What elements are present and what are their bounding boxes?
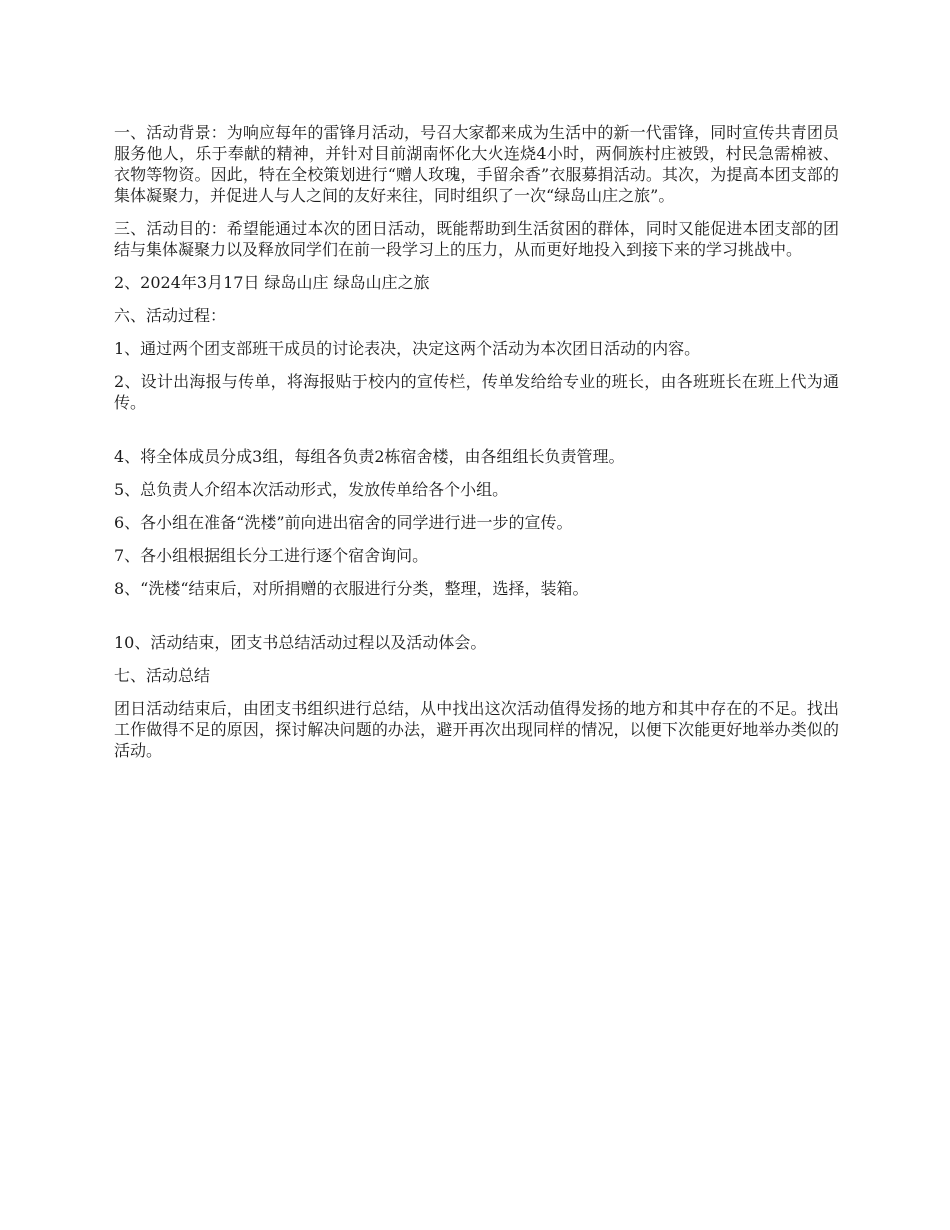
blank-line [114, 425, 839, 446]
heading-summary: 七、活动总结 [114, 666, 211, 685]
process-step-6: 6、各小组在准备“洗楼”前向进出宿舍的同学进行进一步的宣传。 [114, 513, 573, 532]
process-step-5: 5、总负责人介绍本次活动形式，发放传单给各个小组。 [114, 480, 509, 499]
blank-line [114, 611, 839, 632]
process-step-8: 8、“洗楼“结束后，对所捐赠的衣服进行分类，整理，选择，装箱。 [114, 579, 589, 598]
process-step-10: 10、活动结束，团支书总结活动过程以及活动体会。 [114, 633, 487, 652]
paragraph-purpose: 三、活动目的：希望能通过本次的团日活动，既能帮助到生活贫困的群体，同时又能促进本团支部的团结与集体凝聚力以及释放同学们在前一段学习上的压力，从而更好地投入到接下来的学习挑战中。 [114, 219, 839, 259]
process-step-7: 7、各小组根据组长分工进行逐个宿舍询问。 [114, 546, 429, 565]
heading-process: 六、活动过程： [114, 306, 227, 325]
process-step-4: 4、将全体成员分成3组，每组各负责2栋宿舍楼，由各组组长负责管理。 [114, 447, 625, 466]
paragraph-summary: 团日活动结束后，由团支书组织进行总结，从中找出这次活动值得发扬的地方和其中存在的不足。找出工作做得不足的原因，探讨解决问题的办法，避开再次出现同样的情况，以便下次能更好地举办类似的活动。 [114, 699, 839, 760]
process-step-1: 1、通过两个团支部班干成员的讨论表决，决定这两个活动为本次团日活动的内容。 [114, 339, 701, 358]
process-step-2: 2、设计出海报与传单，将海报贴于校内的宣传栏，传单发给给专业的班长，由各班班长在班上代为通传。 [114, 372, 839, 412]
paragraph-background: 一、活动背景：为响应每年的雷锋月活动，号召大家都来成为生活中的新一代雷锋，同时宣传共青团员服务他人，乐于奉献的精神，并针对目前湖南怀化大火连烧4小时，两侗族村庄被毁，村民急需棉被、衣物等物资。因此，特在全校策划进行“赠人玫瑰，手留余香”衣服募捐活动。其次，为提高本团支部的集体凝聚力，并促进人与人之间的友好来往，同时组织了一次“绿岛山庄之旅”。 [114, 123, 839, 205]
paragraph-date-location: 2、2024年3月17日 绿岛山庄 绿岛山庄之旅 [114, 273, 430, 292]
document-body [114, 122, 839, 773]
